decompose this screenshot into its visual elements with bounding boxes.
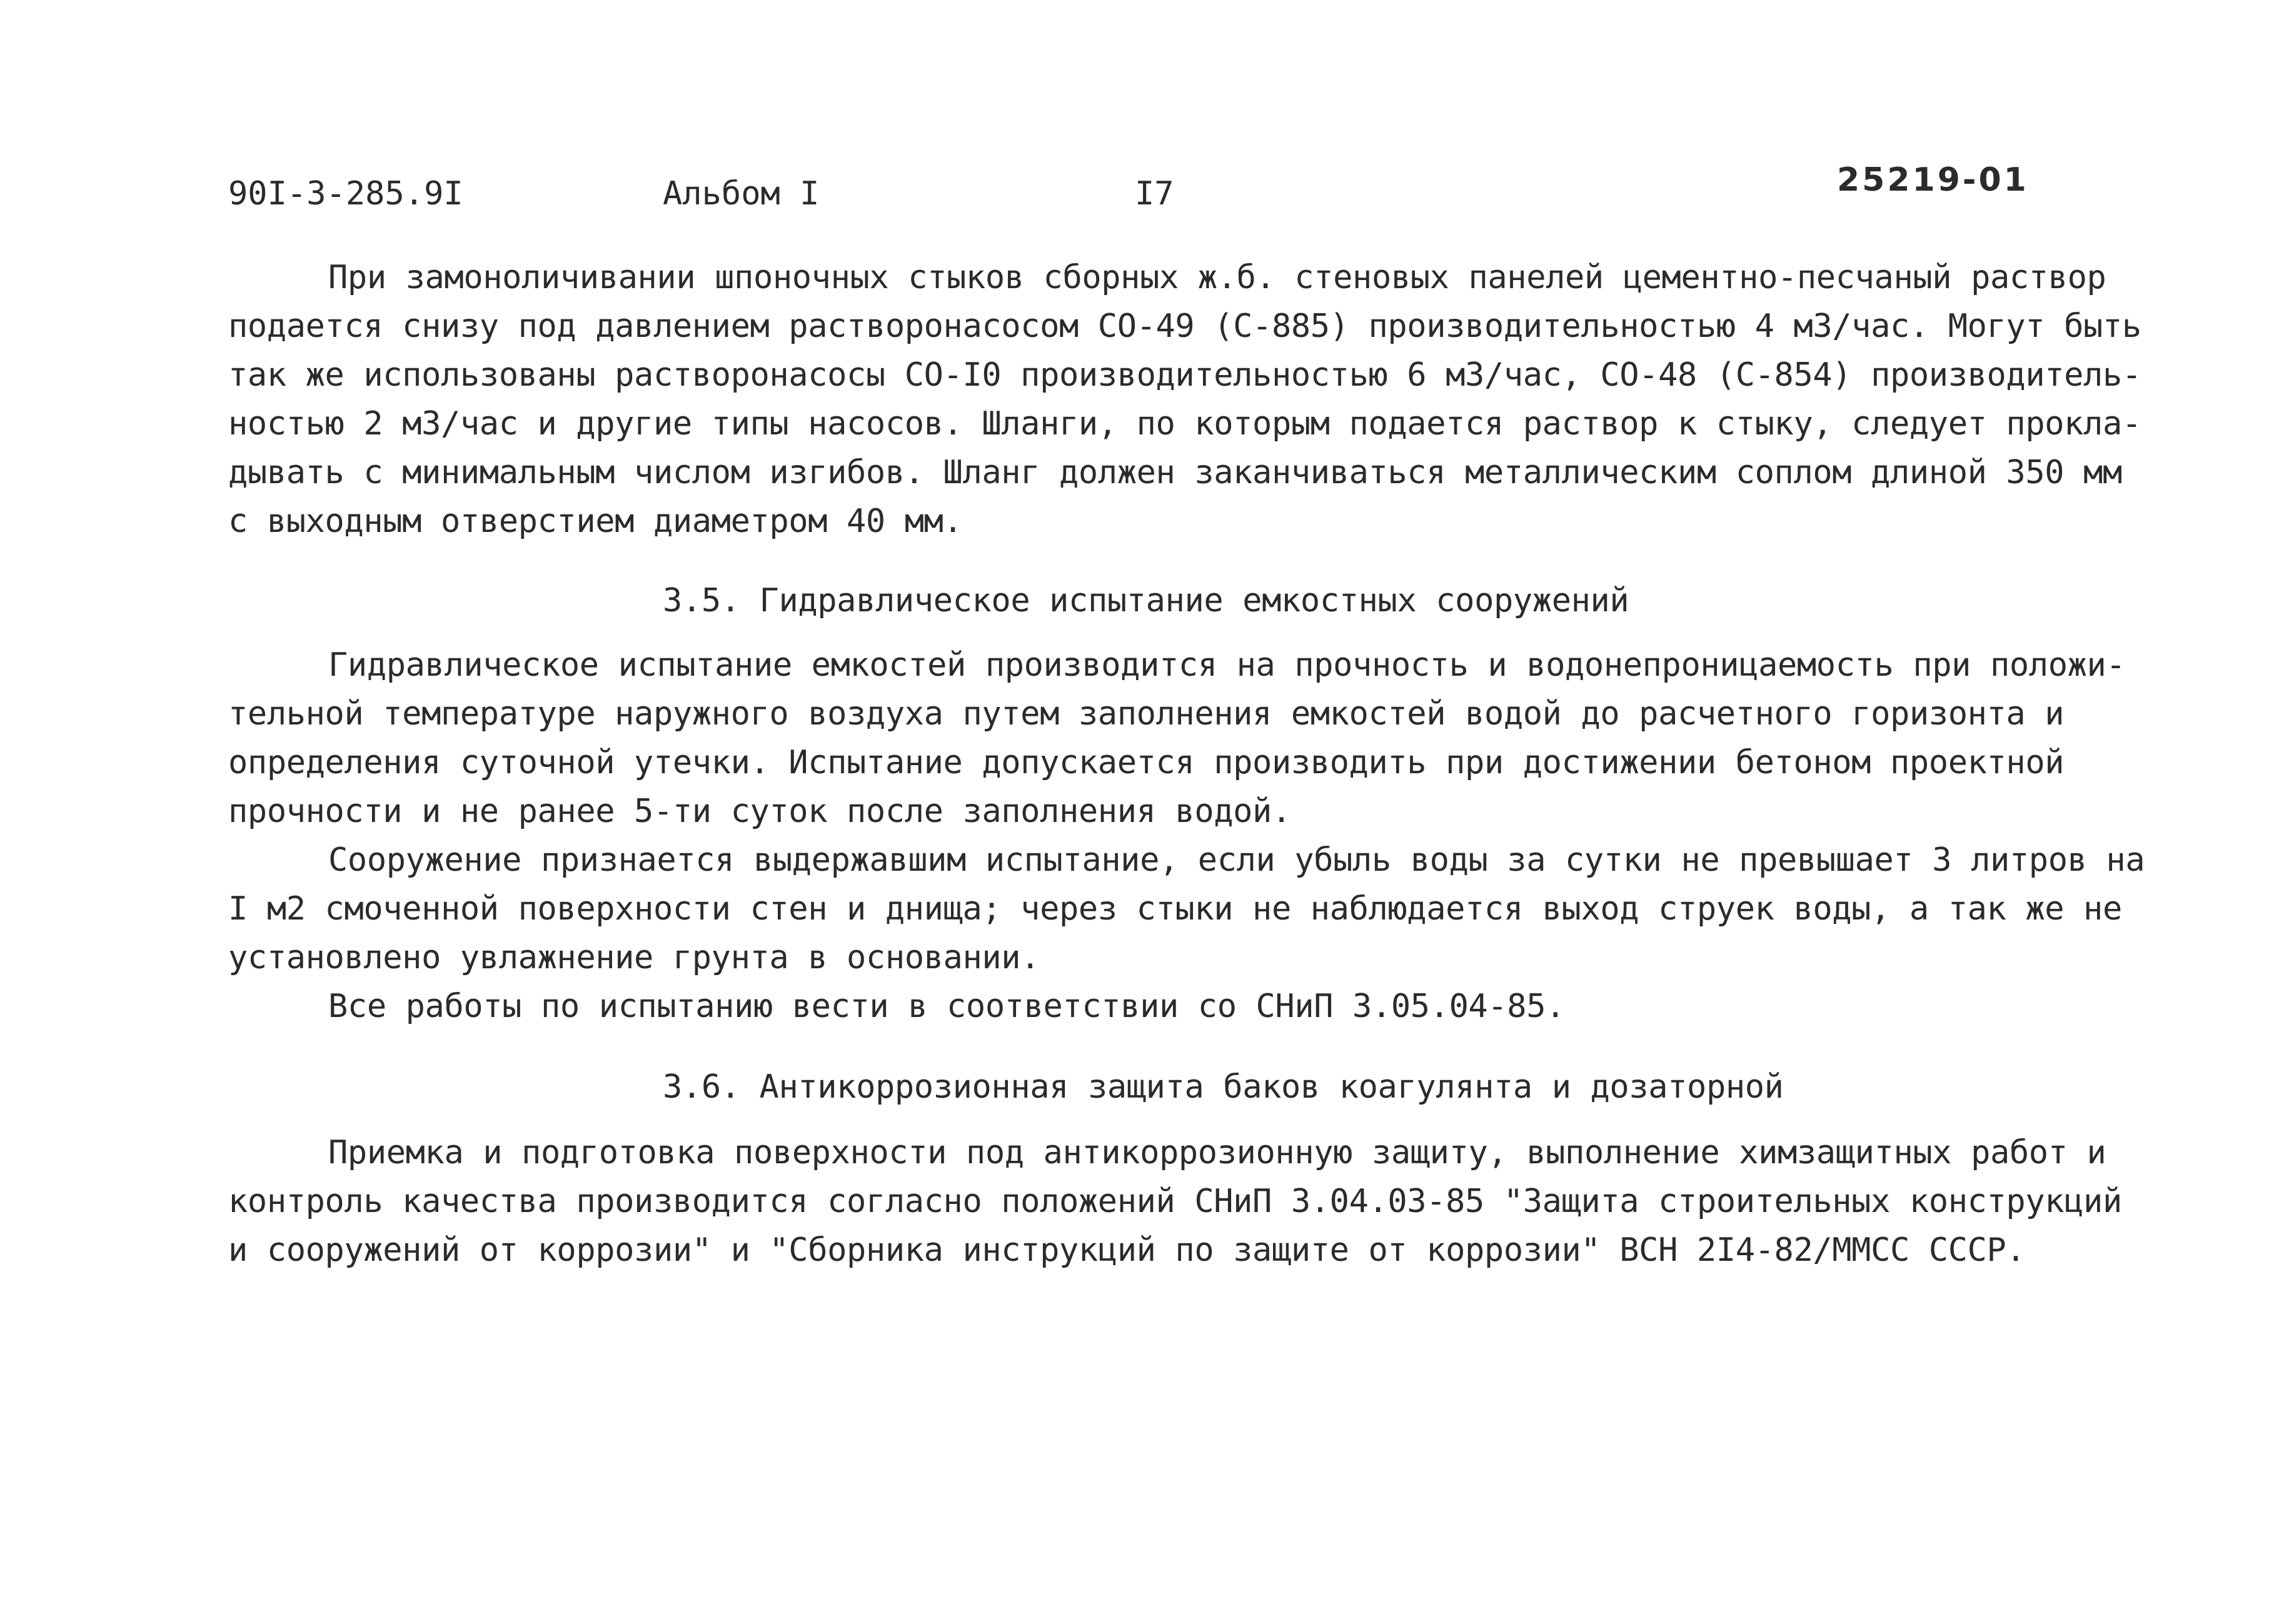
text-line: I м2 смоченной поверхности стен и днища; через стыки не наблюдается выход струек воды, а так же не bbox=[228, 890, 2122, 928]
inventory-number-stamp: 25219-01 bbox=[1837, 161, 2029, 199]
text-line: Приемка и подготовка поверхности под антикоррозионную защиту, выполнение химзащитных работ и bbox=[328, 1134, 2106, 1171]
section-heading-3-6: 3.6. Антикоррозионная защита баков коагулянта и дозаторной bbox=[663, 1068, 1784, 1106]
paragraph-hydraulic-test bbox=[228, 641, 2204, 1031]
album-label: Альбом I bbox=[663, 175, 820, 213]
text-line: и сооружений от коррозии" и "Сборника инструкций по защите от коррозии" ВСН 2I4-82/ММСС СССР. bbox=[228, 1231, 2026, 1269]
text-line: тельной температуре наружного воздуха путем заполнения емкостей водой до расчетного горизонта и bbox=[228, 695, 2065, 733]
text-line: Гидравлическое испытание емкостей производится на прочность и водонепроницаемость при положи- bbox=[328, 646, 2126, 684]
text-line: определения суточной утечки. Испытание допускается производить при достижении бетоном проектной bbox=[228, 744, 2065, 781]
text-line: Все работы по испытанию вести в соответствии со СНиП 3.05.04-85. bbox=[328, 988, 1566, 1025]
text-line: так же использованы растворонасосы СО-I0 производительностью 6 м3/час, СО-48 (С-854) производитель- bbox=[228, 356, 2141, 394]
text-line: При замоноличивании шпоночных стыков сборных ж.б. стеновых панелей цементно-песчаный раствор bbox=[328, 259, 2106, 296]
text-line: прочности и не ранее 5-ти суток после заполнения водой. bbox=[228, 793, 1291, 830]
text-line: Сооружение признается выдержавшим испытание, если убыль воды за сутки не превышает 3 литров на bbox=[328, 841, 2145, 879]
text-line: подается снизу под давлением растворонасосом СО-49 (С-885) производительностью 4 м3/час. Могут быть bbox=[228, 308, 2141, 345]
text-line: ностью 2 м3/час и другие типы насосов. Шланги, по которым подается раствор к стыку, следует прокла- bbox=[228, 405, 2141, 443]
page-number: I7 bbox=[1135, 175, 1174, 213]
text-line: с выходным отверстием диаметром 40 мм. bbox=[228, 503, 963, 540]
text-line: дывать с минимальным числом изгибов. Шланг должен заканчиваться металлическим соплом длиной 350 мм bbox=[228, 454, 2122, 491]
text-line: установлено увлажнение грунта в основании. bbox=[228, 939, 1040, 976]
document-code: 90I-3-285.9I bbox=[228, 175, 463, 213]
paragraph-grouting bbox=[228, 253, 2204, 546]
text-line: контроль качества производится согласно положений СНиП 3.04.03-85 "Защита строительных конструкций bbox=[228, 1183, 2122, 1220]
section-heading-3-5: 3.5. Гидравлическое испытание емкостных сооружений bbox=[663, 582, 1629, 619]
paragraph-anticorrosion bbox=[228, 1128, 2204, 1275]
